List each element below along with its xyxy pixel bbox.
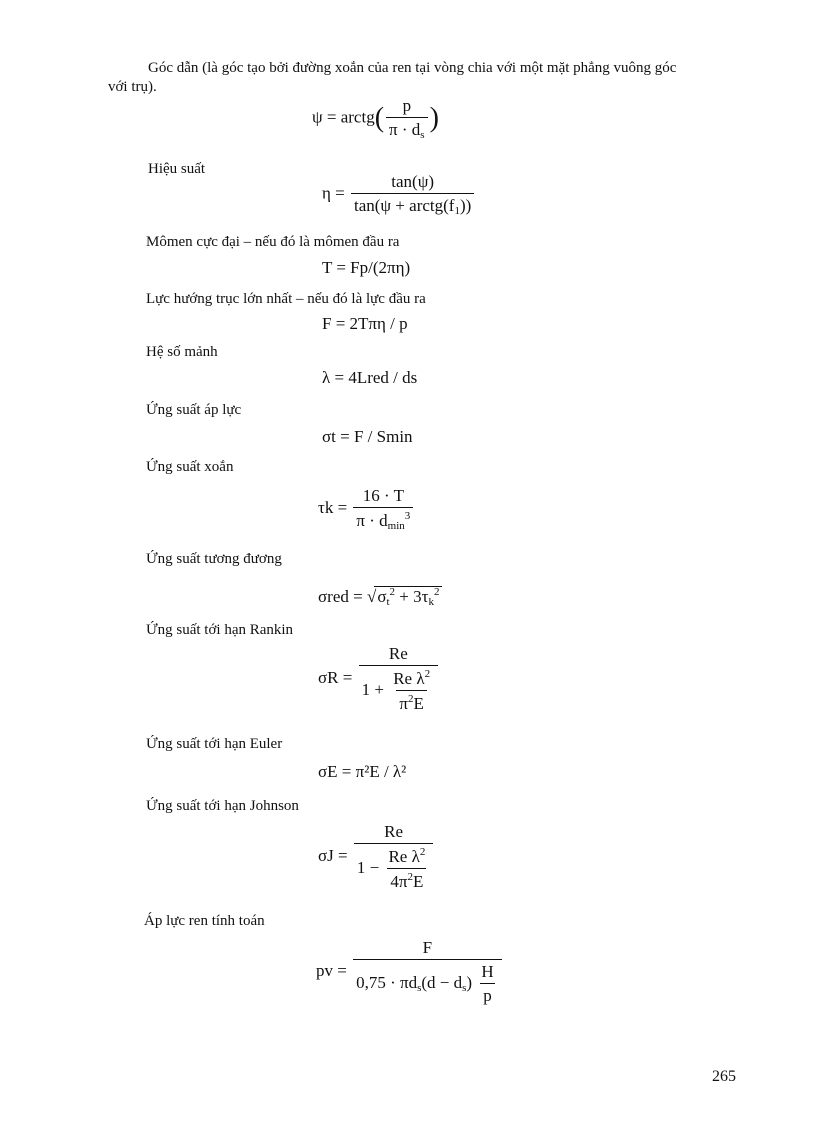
formula-sigma-t: σt = F / Smin	[322, 427, 413, 446]
label-max-axial-force: Lực hướng trục lớn nhất – nếu đó là lực đầu ra	[146, 291, 426, 307]
label-efficiency: Hiệu suất	[148, 161, 206, 177]
label-euler: Ứng suất tới hạn Euler	[146, 736, 283, 752]
formula-tau-k-lhs: τk =	[318, 497, 348, 517]
page-number: 265	[712, 1068, 736, 1085]
intro-text-line1: Góc dẫn (là góc tạo bởi đường xoắn của ren tại vòng chia với một mặt phẳng vuông góc	[148, 60, 677, 76]
formula-p-v-lhs: pv =	[316, 960, 347, 980]
formula-psi: ψ = arctg( $\frac{p}{\pi \cdot d_s}$ )	[312, 96, 439, 141]
formula-psi-lhs: ψ = arctg	[312, 107, 375, 127]
formula-lambda: λ = 4Lred / ds	[322, 368, 418, 387]
label-compressive-stress: Ứng suất áp lực	[146, 402, 242, 418]
label-equivalent-stress: Ứng suất tương đương	[146, 551, 282, 567]
formula-eta: η = $\frac{\tan(\psi)}{\tan(\psi + arctg(f_1))}$	[322, 172, 476, 217]
formula-T: T = Fp/(2πη)	[322, 258, 411, 277]
formula-sigma-J: σJ = Re 1 − $\frac{Re \lambda^2}{4\pi^2E}$	[318, 822, 435, 892]
label-johnson: Ứng suất tới hạn Johnson	[146, 798, 299, 814]
label-rankine: Ứng suất tới hạn Rankin	[146, 622, 294, 638]
formula-sigma-R: σR = Re 1 + $\frac{Re \lambda^2}{\pi^2E}$	[318, 644, 440, 714]
formula-eta-lhs: η =	[322, 183, 345, 203]
formula-sigma-R-lhs: σR =	[318, 667, 353, 687]
intro-text-line2: với trụ).	[108, 79, 157, 95]
label-max-torque: Mômen cực đại – nếu đó là mômen đầu ra	[146, 234, 400, 250]
label-torsional-stress: Ứng suất xoắn	[146, 459, 234, 475]
label-thread-pressure: Áp lực ren tính toán	[144, 913, 265, 929]
formula-sigma-E: σE = π²E / λ²	[318, 762, 407, 781]
formula-tau-k: τk = $\frac{16 \cdot T}{\pi \cdot d_{min}^3}$	[318, 486, 415, 532]
formula-sigma-J-lhs: σJ =	[318, 845, 348, 865]
formula-F: F = 2Tπη / p	[322, 314, 408, 333]
formula-sigma-red: $\sigma red = √\sigma_t^2 + 3\tau_k^2$	[318, 586, 442, 608]
label-slenderness: Hệ số mảnh	[146, 344, 218, 360]
formula-sigma-red-lhs: σred =	[318, 587, 363, 606]
formula-p-v: pv = F $0,75 \cdot \pi d_s(d - d_s)$ $\frac{H}{p}$	[316, 938, 504, 1006]
